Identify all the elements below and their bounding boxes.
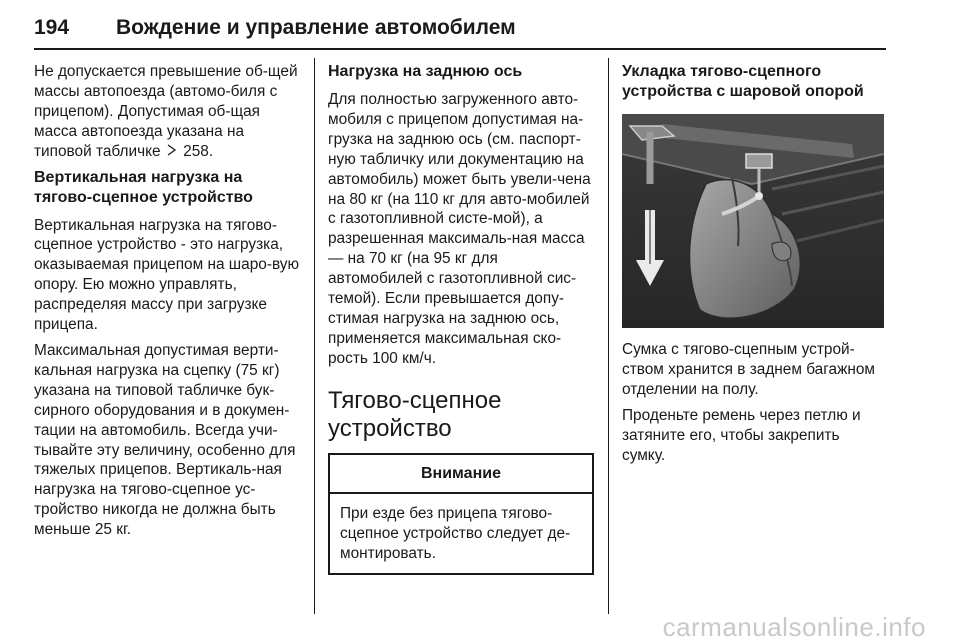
column-divider-1 xyxy=(314,58,315,614)
stowing-heading: Укладка тягово-сцепного устройства с шаровой опорой xyxy=(622,63,864,100)
notice-text: При езде без прицепа тягово-сцепное устройство следует де-монтировать. xyxy=(340,504,571,562)
towbar-bag-in-trunk-illustration xyxy=(622,114,884,328)
vertical-load-heading: Вертикальная нагрузка на тягово-сцепное устройство xyxy=(34,168,253,206)
warning-notice xyxy=(328,453,594,576)
page-number: 194 xyxy=(34,16,70,39)
intro-text: Не допускается превышение об-щей массы автопоезда (автомо-биля с прицепом). Допустимая об-щая масса автопоезда указана на типовой табличке xyxy=(34,63,298,160)
column-2 xyxy=(328,62,594,575)
intro-page-reference[interactable]: 258. xyxy=(183,142,214,160)
notice-title: Внимание xyxy=(330,455,592,494)
rear-axle-heading: Нагрузка на заднюю ось xyxy=(328,63,523,80)
reference-arrow-icon xyxy=(165,142,179,162)
site-watermark: carmanualsonline.info xyxy=(662,612,926,642)
intro-paragraph xyxy=(34,62,300,162)
towbar-heading: Тягово-сцепное устройство xyxy=(328,386,502,442)
header-divider xyxy=(34,48,886,50)
column-1 xyxy=(34,62,300,546)
caption-paragraph-2: Проденьте ремень через петлю и затяните его, чтобы закрепить сумку. xyxy=(622,406,861,464)
column-divider-2 xyxy=(608,58,609,614)
column-3 xyxy=(622,62,886,471)
page-header xyxy=(34,12,886,52)
vertical-load-paragraph-2: Максимальная допустимая верти-кальная нагрузка на сцепку (75 кг) указана на типовой табличке бук-сирного оборудования и в докумен-тации на автомобиль. Всегда учи-тывайте эту величину, особенно для тяжелых прицепов. Вертикаль-ная нагрузка на тягово-сцепное ус-тройство никогда не должна быть меньше 25 кг. xyxy=(34,341,296,539)
caption-paragraph-1: Сумка с тягово-сцепным устрой-ством хранится в заднем багажном отделении на полу. xyxy=(622,341,876,398)
chapter-title: Вождение и управление автомобилем xyxy=(116,16,516,39)
vertical-load-paragraph-1: Вертикальная нагрузка на тягово-сцепное устройство - это нагрузка, оказываемая прицепом на шаро-вую опору. Ею можно управлять, распределяя массу при загрузке прицепа. xyxy=(34,216,300,334)
rear-axle-paragraph: Для полностью загруженного авто-мобиля с прицепом допустимая на-грузка на заднюю ось (см. паспорт-ную табличку или документацию на автомобиль) может быть увели-чена на 80 кг (на 110 кг для авто-мобилей с газотопливной систе-мой), а разрешенная максималь-ная масса — на 70 кг (на 95 кг для автомобилей с газотопливной сис-темой). Если превышается допу-стимая нагрузка на заднюю ось, применяется максимальная ско-рость 100 км/ч. xyxy=(328,91,591,367)
